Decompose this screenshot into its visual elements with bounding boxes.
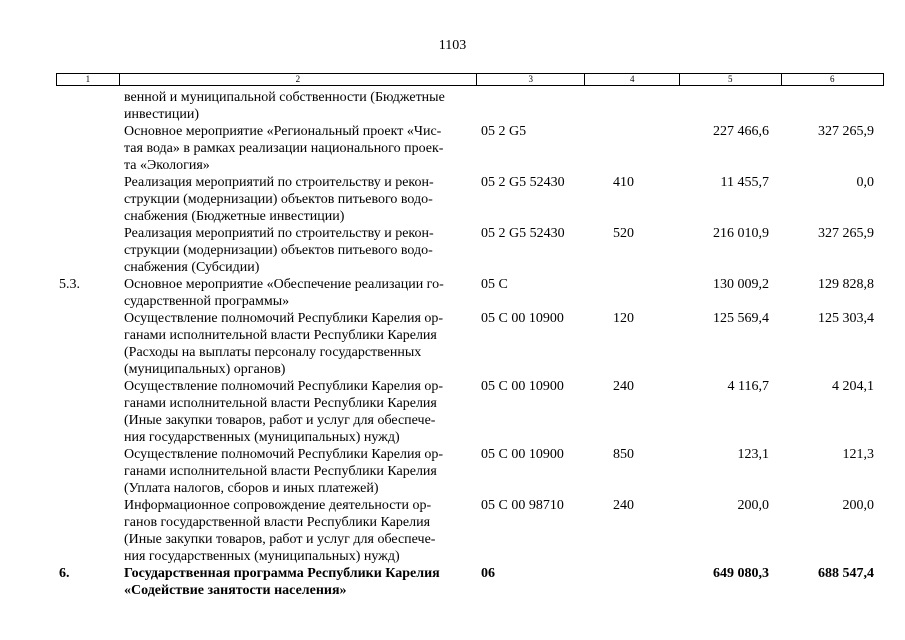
- row-number: [0, 310, 64, 378]
- row-value-2020: 4 116,7: [727, 379, 769, 394]
- row-value-2021: 327 265,9: [818, 124, 874, 139]
- description-line: венной и муниципальной собственности (Бюджетные: [124, 90, 445, 105]
- row-description: [124, 225, 474, 276]
- table-row: [0, 276, 905, 310]
- row-number: 6.: [59, 566, 70, 581]
- row-number: [0, 123, 64, 174]
- row-number: [0, 446, 64, 497]
- row-number: [0, 225, 64, 276]
- row-description: [124, 276, 474, 310]
- description-line: (Расходы на выплаты персоналу государственных: [124, 345, 422, 360]
- row-value-2021: 121,3: [842, 447, 874, 462]
- row-value-2020: 125 569,4: [713, 311, 769, 326]
- row-expense-type: 850: [613, 447, 634, 462]
- row-code: 05 2 G5 52430: [481, 226, 565, 241]
- description-line: струкции (модернизации) объектов питьевого водо-: [124, 243, 433, 258]
- row-description: [124, 497, 474, 565]
- row-description: [124, 174, 474, 225]
- table-header: [56, 73, 884, 86]
- table-row: [0, 497, 905, 565]
- row-value-2020: 216 010,9: [713, 226, 769, 241]
- row-value-2020: 227 466,6: [713, 124, 769, 139]
- row-description: [124, 310, 474, 378]
- row-code: 05 2 G5 52430: [481, 175, 565, 190]
- row-code: 05 C: [481, 277, 508, 292]
- table-row: [0, 565, 905, 599]
- row-code: 05 2 G5: [481, 124, 527, 139]
- description-line: Основное мероприятие «Обеспечение реализации го-: [124, 277, 444, 292]
- row-description: [124, 565, 474, 599]
- description-line: (Иные закупки товаров, работ и услуг для обеспече-: [124, 413, 436, 428]
- description-line: струкции (модернизации) объектов питьевого водо-: [124, 192, 433, 207]
- description-line: снабжения (Бюджетные инвестиции): [124, 209, 345, 224]
- description-line: ния государственных (муниципальных) нужд): [124, 549, 400, 564]
- description-line: Основное мероприятие «Региональный проект «Чис-: [124, 124, 442, 139]
- row-expense-type: 120: [613, 311, 634, 326]
- description-line: Осуществление полномочий Республики Карелия ор-: [124, 311, 444, 326]
- table-row: [0, 310, 905, 378]
- description-line: ганами исполнительной власти Республики Карелия: [124, 396, 437, 411]
- row-value-2020: 11 455,7: [720, 175, 769, 190]
- description-line: ния государственных (муниципальных) нужд): [124, 430, 400, 445]
- description-line: снабжения (Субсидии): [124, 260, 260, 275]
- row-number: [0, 174, 64, 225]
- description-line: ганов государственной власти Республики Карелия: [124, 515, 431, 530]
- description-line: та «Экология»: [124, 158, 210, 173]
- row-description: [124, 378, 474, 446]
- description-line: (Иные закупки товаров, работ и услуг для обеспече-: [124, 532, 436, 547]
- table-row: [0, 225, 905, 276]
- description-line: (муниципальных) органов): [124, 362, 286, 377]
- table-row: [0, 174, 905, 225]
- table-row: [0, 123, 905, 174]
- description-line: тая вода» в рамках реализации национального проек-: [124, 141, 444, 156]
- description-line: Реализация мероприятий по строительству и рекон-: [124, 175, 434, 190]
- table-body: [0, 89, 905, 599]
- header-col-3: 3: [476, 74, 584, 85]
- row-code: 05 C 00 10900: [481, 379, 564, 394]
- row-number: [0, 497, 64, 565]
- row-code: 05 C 00 10900: [481, 311, 564, 326]
- row-code: 06: [481, 566, 495, 581]
- row-value-2021: 4 204,1: [832, 379, 874, 394]
- description-line: (Уплата налогов, сборов и иных платежей): [124, 481, 379, 496]
- row-value-2021: 129 828,8: [818, 277, 874, 292]
- table-row: [0, 378, 905, 446]
- row-value-2021: 688 547,4: [818, 566, 874, 581]
- row-value-2020: 200,0: [737, 498, 769, 513]
- row-number: [0, 89, 64, 123]
- header-col-5: 5: [679, 74, 781, 85]
- header-col-1: 1: [85, 74, 91, 84]
- row-value-2020: 649 080,3: [713, 566, 769, 581]
- header-col-6: 6: [781, 74, 884, 85]
- table-row: [0, 446, 905, 497]
- row-value-2021: 200,0: [842, 498, 874, 513]
- row-code: 05 C 00 98710: [481, 498, 564, 513]
- row-expense-type: 520: [613, 226, 634, 241]
- row-description: [124, 123, 474, 174]
- description-line: Информационное сопровождение деятельности ор-: [124, 498, 432, 513]
- row-expense-type: 240: [613, 498, 634, 513]
- row-value-2021: 125 303,4: [818, 311, 874, 326]
- row-value-2020: 123,1: [737, 447, 769, 462]
- page-number: 1103: [438, 38, 467, 53]
- row-number: [0, 378, 64, 446]
- header-col-4: 4: [584, 74, 679, 85]
- header-col-2: 2: [119, 74, 476, 85]
- description-line: Осуществление полномочий Республики Карелия ор-: [124, 379, 444, 394]
- row-description: [124, 89, 474, 123]
- description-line: сударственной программы»: [124, 294, 290, 309]
- row-value-2021: 0,0: [856, 175, 874, 190]
- row-value-2021: 327 265,9: [818, 226, 874, 241]
- table-row: [0, 89, 905, 123]
- description-line: Государственная программа Республики Карелия: [124, 566, 440, 581]
- row-description: [124, 446, 474, 497]
- row-value-2020: 130 009,2: [713, 277, 769, 292]
- description-line: инвестиции): [124, 107, 200, 122]
- row-number: 5.3.: [59, 277, 80, 292]
- description-line: ганами исполнительной власти Республики Карелия: [124, 328, 437, 343]
- row-expense-type: 410: [613, 175, 634, 190]
- description-line: «Содействие занятости населения»: [124, 583, 347, 598]
- row-code: 05 C 00 10900: [481, 447, 564, 462]
- description-line: Осуществление полномочий Республики Карелия ор-: [124, 447, 444, 462]
- description-line: ганами исполнительной власти Республики Карелия: [124, 464, 437, 479]
- description-line: Реализация мероприятий по строительству и рекон-: [124, 226, 434, 241]
- row-expense-type: 240: [613, 379, 634, 394]
